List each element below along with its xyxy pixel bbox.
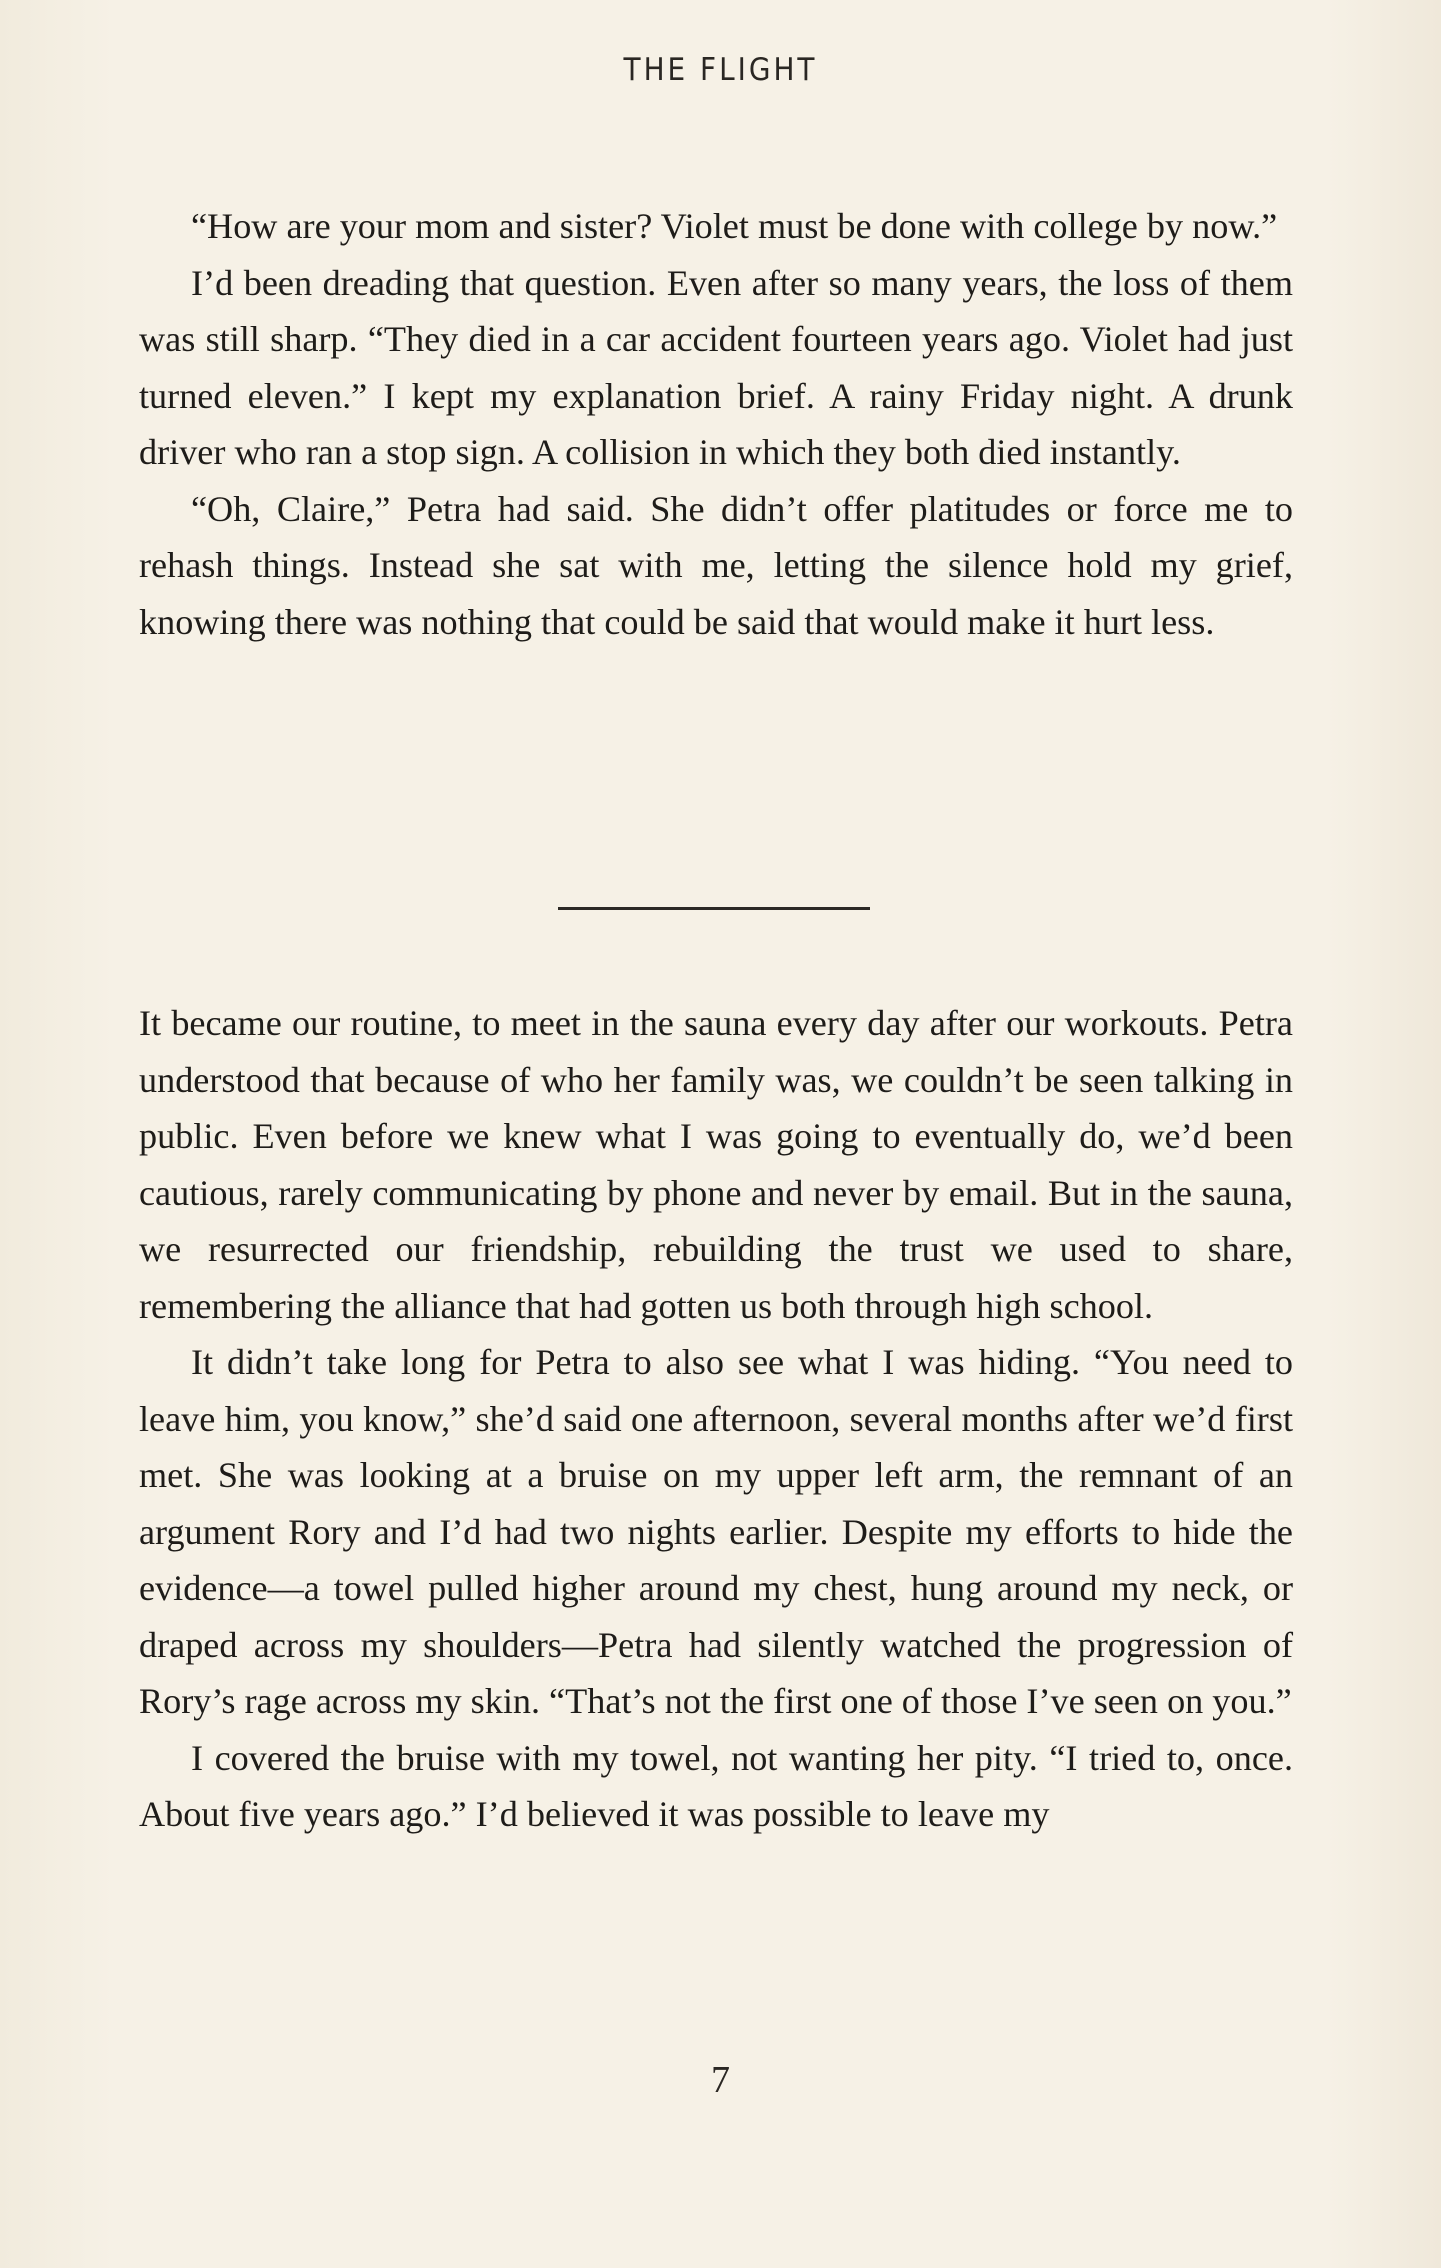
paragraph: I covered the bruise with my towel, not wanting her pity. “I tried to, once. About five years ago.” I’d believed it was possible to leave my [139, 1737, 1293, 1834]
paragraph: “How are your mom and sister? Violet must be done with college by now.” [191, 206, 1278, 246]
paragraph: “Oh, Claire,” Petra had said. She didn’t offer platitudes or force me to rehash things. Instead she sat with me, letting the silence hold my grief, knowing there was nothing that could be said that would make it hurt less. [139, 488, 1293, 642]
page-number: 7 [711, 2059, 730, 2101]
scene-break-divider [558, 907, 870, 910]
paragraph: I’d been dreading that question. Even after so many years, the loss of them was still sharp. “They died in a car accident fourteen years ago. Violet had just turned eleven.” I kept my explanation brief. A rainy Friday night. A drunk driver who ran a stop sign. A collision in which they both died instantly. [139, 262, 1293, 472]
paragraph: It became our routine, to meet in the sauna every day after our workouts. Petra understood that because of who her family was, we couldn’t be seen talking in public. Even before we knew what I was going to eventually do, we’d been cautious, rarely communicating by phone and never by email. But in the sauna, we resurrected our friendship, rebuilding the trust we used to share, remembering the alliance that had gotten us both through high school. [139, 1003, 1293, 1326]
paragraph: It didn’t take long for Petra to also see what I was hiding. “You need to leave him, you know,” she’d said one afternoon, several months after we’d first met. She was looking at a bruise on my upper left arm, the remnant of an argument Rory and I’d had two nights earlier. Despite my efforts to hide the evidence—a towel pulled higher around my chest, hung around my neck, or draped across my shoulders—Petra had silently watched the progression of Rory’s rage across my skin. “That’s not the first one of those I’ve seen on you.” [139, 1342, 1293, 1721]
text-section-2 [139, 995, 1293, 1843]
text-section-1 [139, 198, 1293, 650]
running-head: THE FLIGHT [623, 52, 818, 88]
